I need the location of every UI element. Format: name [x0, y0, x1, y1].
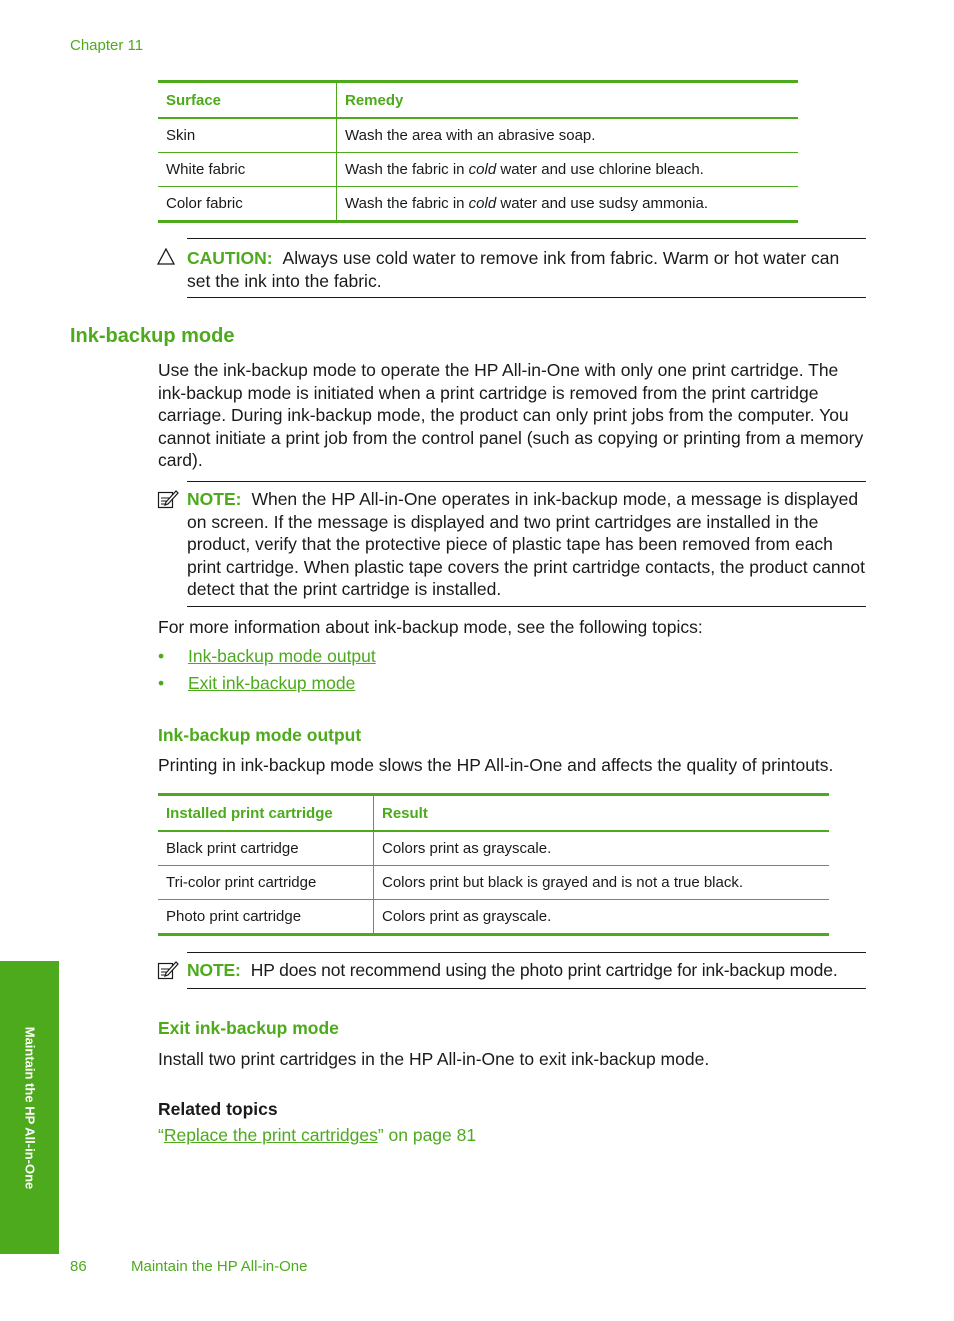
list-item: [158, 646, 376, 667]
caution-label: CAUTION:: [187, 248, 273, 268]
subsection-title: Ink-backup mode output: [158, 725, 362, 745]
side-tab: [0, 961, 59, 1254]
table-cell: [337, 187, 799, 222]
table-cell: Colors print but black is grayed and is not a true black.: [374, 866, 830, 900]
cross-reference: [158, 1125, 476, 1146]
xref-open-quote: “: [158, 1125, 164, 1145]
cell-emphasis: cold: [468, 161, 497, 178]
subsection-title: Exit ink-backup mode: [158, 1018, 339, 1038]
side-tab-label: Maintain the HP All-in-One: [22, 1026, 37, 1189]
note-label: NOTE:: [187, 960, 241, 980]
cell-text: Wash the fabric in: [345, 195, 465, 212]
table-header: Installed print cartridge: [158, 795, 374, 832]
caution-text: Always use cold water to remove ink from fabric. Warm or hot water can set the ink into the fabric.: [187, 248, 840, 291]
bullet-mark: •: [158, 673, 165, 693]
note-text: HP does not recommend using the photo print cartridge for ink-backup mode.: [250, 960, 838, 980]
link-exit-ink-backup-mode[interactable]: Exit ink-backup mode: [188, 673, 356, 693]
note-pencil-icon: [157, 960, 179, 986]
intro-paragraph: Use the ink-backup mode to operate the HP All-in-One with only one print cartridge. The ink-backup mode is initiated when a print cartridge is removed from the print cartridge carriage. During ink-backup mode, the product can only print jobs from the computer. You cannot initiate a print job from the control panel (such as copying or printing from a memory card).: [158, 360, 864, 470]
cell-text: water and use sudsy ammonia.: [500, 195, 708, 212]
table-cell: Tri-color print cartridge: [158, 866, 374, 900]
link-ink-backup-mode-output[interactable]: Ink-backup mode output: [188, 646, 376, 666]
note-pencil-icon: [157, 489, 179, 515]
table-cell: Skin: [158, 118, 337, 153]
table-cell: [337, 153, 799, 187]
table-row: [158, 866, 829, 900]
exit-paragraph: Install two print cartridges in the HP All-in-One to exit ink-backup mode.: [158, 1049, 710, 1069]
xref-page-ref: ” on page 81: [377, 1125, 477, 1145]
table-header: Surface: [158, 82, 337, 119]
table-cell: Black print cartridge: [158, 831, 374, 866]
table-cell: Color fabric: [158, 187, 337, 222]
note-box: [187, 481, 866, 607]
warning-triangle-icon: [157, 248, 175, 271]
cell-text: water and use chlorine bleach.: [500, 161, 704, 178]
cell-text: Wash the fabric in: [345, 161, 465, 178]
table-row: [158, 118, 798, 153]
table-cell: White fabric: [158, 153, 337, 187]
table-cell: Colors print as grayscale.: [374, 831, 830, 866]
table-header-row: [158, 795, 829, 832]
table-row: [158, 153, 798, 187]
table-header-row: [158, 82, 798, 119]
note-text: When the HP All-in-One operates in ink-backup mode, a message is displayed on screen. If the message is displayed and two print cartridges are installed in the product, verify that the protective piece of plastic tape has been removed from each print cartridge. When plastic tape covers the print cartridge contacts, the product cannot detect that the print cartridge is installed.: [187, 489, 865, 599]
surface-remedy-table: [158, 80, 798, 223]
chapter-header: Chapter 11: [70, 37, 144, 54]
link-replace-print-cartridges[interactable]: Replace the print cartridges: [163, 1125, 378, 1145]
page-number: 86: [70, 1258, 87, 1275]
table-row: [158, 831, 829, 866]
table-cell: Colors print as grayscale.: [374, 900, 830, 935]
more-info-text: For more information about ink-backup mode, see the following topics:: [158, 617, 703, 637]
table-row: [158, 187, 798, 222]
cell-emphasis: cold: [468, 195, 497, 212]
bullet-mark: •: [158, 646, 165, 666]
caution-box: [187, 238, 866, 298]
footer-title: Maintain the HP All-in-One: [131, 1258, 308, 1275]
related-topics-title: Related topics: [158, 1099, 278, 1119]
note-label: NOTE:: [187, 489, 242, 509]
table-cell: Wash the area with an abrasive soap.: [337, 118, 799, 153]
cartridge-result-table: [158, 793, 829, 936]
output-paragraph: Printing in ink-backup mode slows the HP All-in-One and affects the quality of printouts.: [158, 755, 834, 775]
table-header: Remedy: [337, 82, 799, 119]
section-title: Ink-backup mode: [70, 325, 235, 347]
list-item: [158, 673, 355, 694]
table-row: [158, 900, 829, 935]
note-box: [187, 952, 866, 989]
table-header: Result: [374, 795, 830, 832]
table-cell: Photo print cartridge: [158, 900, 374, 935]
